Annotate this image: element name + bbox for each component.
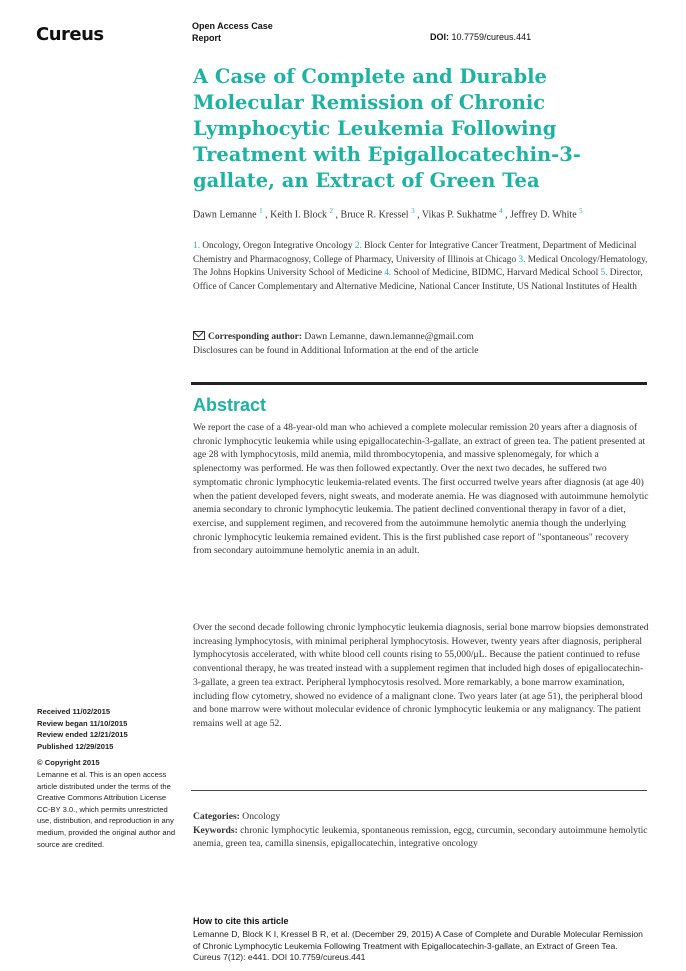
keywords-label: Keywords: — [193, 824, 238, 836]
affiliations — [193, 240, 655, 294]
review-began-date: Review began 11/10/2015 — [37, 718, 128, 728]
citation-text: Lemanne D, Block K I, Kressel B R, et al. (December 29, 2015) A Case of Complete and Durable Molecular Remission of Chronic Lymphocytic Leukemia Following Treatment with Epigallocatechin-3-gallate, an Extract of Green Tea. Cureus 7(12): e441. DOI 10.7759/cureus.441 — [193, 929, 643, 962]
author-aff[interactable]: 3 — [411, 207, 415, 215]
doi — [430, 32, 531, 42]
affiliation-number: 1. — [193, 241, 200, 251]
categories-value: Oncology — [242, 811, 281, 822]
affiliation-text: Director, Office of Cancer Complementary and Alternative Medicine, National Cancer Institute, US National Institutes of Health — [193, 268, 643, 292]
author-aff[interactable]: 2 — [329, 207, 334, 215]
author-name: Bruce R. Kressel — [340, 209, 409, 221]
keywords-divider — [191, 790, 647, 791]
abstract-heading: Abstract — [193, 395, 267, 415]
keywords-value: chronic lymphocytic leukemia, spontaneous remission, egcg, curcumin, secondary autoimmune hemolytic anemia, green tea, camilla sinensis, epigallocatechin, integrative oncology — [193, 824, 648, 850]
affiliation-number: 4. — [384, 268, 392, 279]
author-aff[interactable]: 1 — [259, 207, 263, 215]
affiliation-number: 5. — [600, 268, 608, 279]
envelope-icon — [193, 331, 205, 340]
history-dates — [37, 706, 177, 752]
affiliation-text: School of Medicine, BIDMC, Harvard Medical School — [393, 268, 599, 279]
author-name: Jeffrey D. White — [510, 209, 577, 221]
section-divider — [191, 382, 647, 385]
affiliation-text: Medical Oncology/Hematology, The Johns Hopkins University School of Medicine — [193, 254, 648, 279]
corresponding-value[interactable]: Dawn Lemanne, dawn.lemanne@gmail.com — [304, 332, 474, 342]
abstract-paragraph-1: We report the case of a 48-year-old man who achieved a complete molecular remission 20 years after a diagnosis of chronic lymphocytic leukemia while using epigallocatechin-3-gallate, an extract of green tea. The patient presented at age 28 with lymphocytosis, mild anemia, mild thrombocytopenia, and massive splenomegaly, for which a splenectomy was performed. He was then followed expectantly. Over the next two decades, he suffered two symptomatic chronic lymphocytic leukemia-related events. The first occurred twelve years after diagnosis (at age 40) when the patient developed fevers, night sweats, and moderate anemia. He was diagnosed with autoimmune hemolytic anemia secondary to chronic lymphocytic leukemia. The patient declined conventional therapy in favor of a diet, exercise, and supplement regimen, and recovered from the autoimmune hemolytic anemia though the underlying chronic lymphocytic leukemia remained evident. This is the first published case report of "spontaneous" recovery from secondary autoimmune hemolytic anemia in an adult. — [193, 422, 649, 557]
article-title: A Case of Complete and Durable Molecular Remission of Chronic Lymphocytic Leukemia Following Treatment with Epigallocatechin-3-gallate, an Extract of Green Tea — [193, 65, 581, 192]
author-name: Vikas P. Sukhatme — [421, 209, 497, 221]
received-date: Received 11/02/2015 — [37, 707, 111, 716]
corresponding-label: Corresponding author: — [208, 332, 303, 342]
article-type: Open Access Case Report — [192, 21, 273, 43]
cite-heading: How to cite this article — [193, 916, 289, 926]
affiliation-number: 2. — [354, 241, 362, 251]
affiliation-text: Oncology, Oregon Integrative Oncology — [202, 241, 353, 251]
abstract-paragraph-2: Over the second decade following chronic lymphocytic leukemia diagnosis, serial bone marrow biopsies demonstrated increasing lymphocytosis, with minimal peripheral lymphocytosis. However, twenty years after diagnosis, peripheral lymphocytosis accelerated, with white blood cell counts rising to 55,000/μL. Because the patient continued to refuse conventional therapy, he was treated instead with a supplement regimen that included high doses of epigallocatechin-3-gallate, a green tea extract. Peripheral lymphocytosis resolved. More remarkably, a bone marrow examination, including flow cytometry, showed no evidence of a malignant clone. Two years later (at age 51), the peripheral blood and bone marrow were without molecular evidence of chronic lymphocytic leukemia or any malignancy. The patient remains well at age 52. — [193, 622, 649, 729]
published-date: Published 12/29/2015 — [37, 741, 114, 751]
corresponding-block — [193, 330, 655, 358]
affiliation-number: 3. — [518, 254, 526, 265]
disclosures: Disclosures can be found in Additional Information at the end of the article — [193, 346, 479, 356]
author-list: Dawn Lemanne $^1$ , Keith I. Block $^2$ , Bruce R. Kressel $^3$ , Vikas P. Sukhatme $^4$ , Jeffrey D. White $^5$ — [193, 207, 583, 221]
affiliation-text: Block Center for Integrative Cancer Treatment, Department of Medicinal Chemistry and Pharmacognosy, College of Pharmacy, University of Illinois at Chicago — [193, 241, 637, 265]
review-ended-date: Review ended 12/21/2015 — [37, 730, 128, 740]
author-aff[interactable]: 4 — [499, 207, 503, 215]
author-name: Dawn Lemanne — [193, 209, 257, 221]
journal-logo: Cureus — [36, 24, 104, 45]
copyright-body: Lemanne et al. This is an open access article distributed under the terms of the Creative Commons Attribution License CC-BY 3.0., which permits unrestricted use, distribution, and reproduction in any medium, provided the original author and source are credited. — [37, 769, 176, 849]
article-sidebar — [37, 706, 177, 850]
doi-value[interactable]: 10.7759/cureus.441 — [451, 32, 532, 42]
author-aff[interactable]: 5 — [579, 207, 583, 215]
doi-label: DOI: — [430, 32, 449, 42]
author-name: Keith I. Block — [270, 209, 328, 221]
categories-label: Categories: — [193, 811, 240, 822]
copyright-heading: © Copyright 2015 — [37, 758, 100, 768]
categories-keywords — [193, 810, 649, 851]
